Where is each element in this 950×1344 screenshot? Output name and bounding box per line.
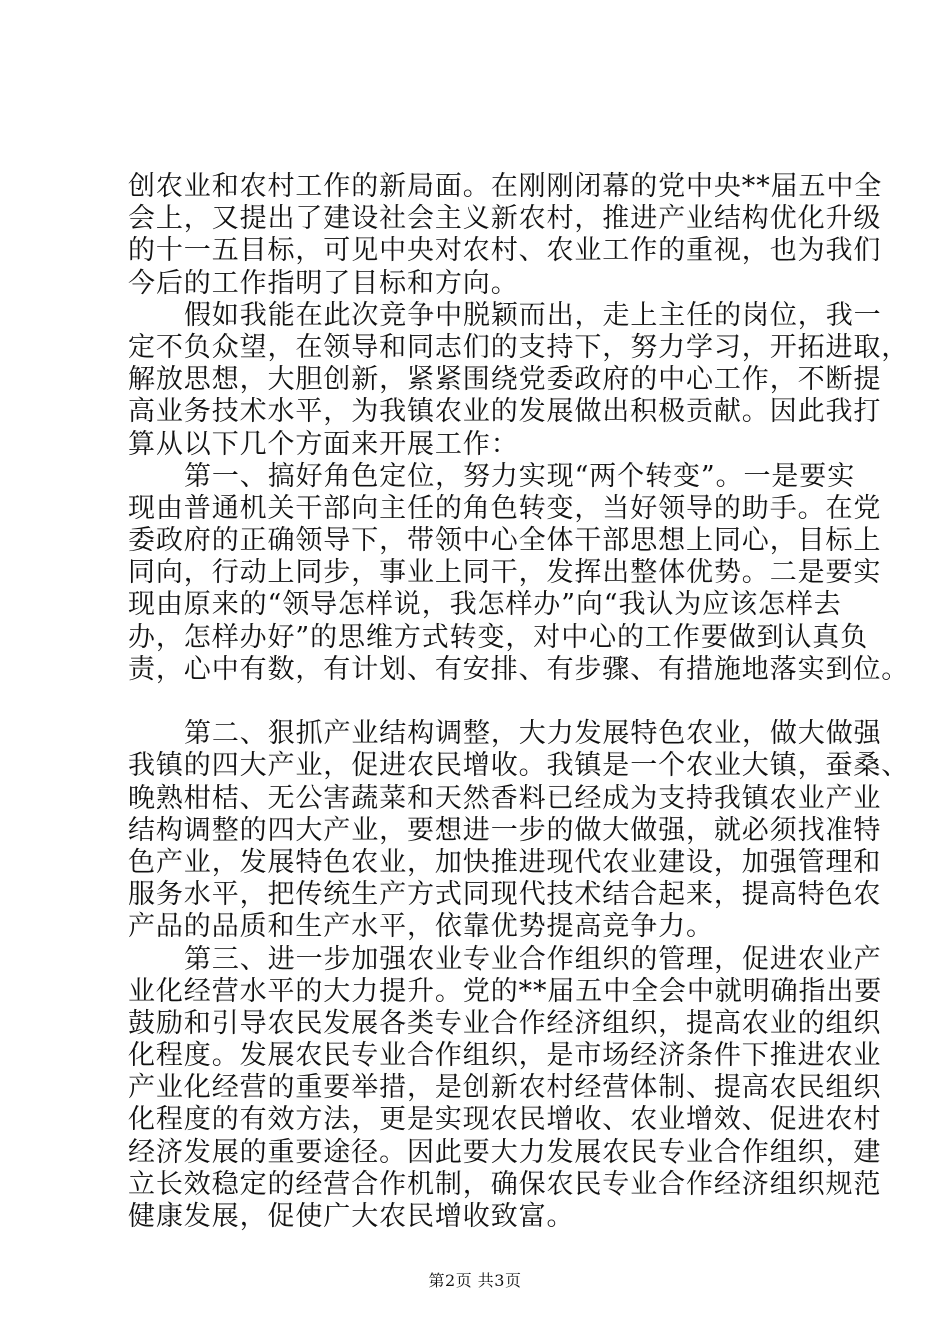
text-line: 化程度的有效方法，更是实现农民增收、农业增效、促进农村: [128, 1104, 882, 1136]
text-line: 健康发展，促使广大农民增收致富。: [128, 1201, 575, 1232]
text-line: 我镇的四大产业，促进农民增收。我镇是一个农业大镇，蚕桑、: [128, 750, 910, 782]
text-line: 现由原来的“领导怎样说，我怎样办”向“我认为应该怎样去: [128, 589, 842, 621]
text-line: 立长效稳定的经营合作机制，确保农民专业合作经济组织规范: [128, 1168, 882, 1200]
page-number-footer: 第2页 共3页: [428, 1271, 522, 1290]
text-line: 高业务技术水平，为我镇农业的发展做出积极贡献。因此我打: [128, 396, 882, 428]
text-line: 责，心中有数，有计划、有安排、有步骤、有措施地落实到位。: [128, 653, 910, 685]
text-line: 结构调整的四大产业，要想进一步的做大做强，就必须找准特: [128, 814, 882, 846]
text-line: 定不负众望，在领导和同志们的支持下，努力学习，开拓进取，: [128, 331, 910, 363]
text-line: 色产业，发展特色农业，加快推进现代农业建设，加强管理和: [128, 846, 882, 878]
text-line: 办，怎样办好”的思维方式转变，对中心的工作要做到认真负: [128, 621, 869, 653]
text-line: 算从以下几个方面来开展工作：: [128, 428, 519, 460]
text-line: 现由普通机关干部向主任的角色转变，当好领导的助手。在党: [128, 492, 882, 524]
document-body: [128, 171, 910, 1233]
text-line: 委政府的正确领导下，带领中心全体干部思想上同心，目标上: [128, 525, 882, 557]
text-line: 产品的品质和生产水平，依靠优势提高竞争力。: [128, 911, 714, 943]
text-line: 解放思想，大胆创新，紧紧围绕党委政府的中心工作，不断提: [128, 364, 882, 396]
text-line: 化程度。发展农民专业合作组织，是市场经济条件下推进农业: [128, 1040, 882, 1072]
paragraph-start-line: 假如我能在此次竞争中脱颖而出，走上主任的岗位，我一: [184, 299, 882, 331]
text-line: 服务水平，把传统生产方式同现代技术结合起来，提高特色农: [128, 879, 882, 911]
text-line: 同向，行动上同步，事业上同干，发挥出整体优势。二是要实: [128, 557, 882, 589]
text-line: 业化经营水平的大力提升。党的**届五中全会中就明确指出要: [128, 975, 883, 1007]
text-line: 晚熟柑桔、无公害蔬菜和天然香料已经成为支持我镇农业产业: [128, 782, 882, 814]
paragraph-start-line: 第一、搞好角色定位，努力实现“两个转变”。一是要实: [184, 460, 856, 492]
paragraph-start-line: 第三、进一步加强农业专业合作组织的管理，促进农业产: [184, 943, 882, 975]
text-line: 鼓励和引导农民发展各类专业合作经济组织，提高农业的组织: [128, 1007, 882, 1039]
paragraph-start-line: 第二、狠抓产业结构调整，大力发展特色农业，做大做强: [184, 718, 882, 750]
text-line: 产业化经营的重要举措，是创新农村经营体制、提高农民组织: [128, 1072, 882, 1104]
text-line: 的十一五目标，可见中央对农村、农业工作的重视，也为我们: [128, 235, 882, 267]
text-line: 今后的工作指明了目标和方向。: [128, 267, 519, 299]
text-line: 经济发展的重要途径。因此要大力发展农民专业合作组织，建: [128, 1136, 882, 1168]
text-line: 创农业和农村工作的新局面。在刚刚闭幕的党中央**届五中全: [128, 171, 883, 202]
paragraph-gap: [128, 686, 836, 718]
text-line: 会上，又提出了建设社会主义新农村，推进产业结构优化升级: [128, 203, 882, 235]
